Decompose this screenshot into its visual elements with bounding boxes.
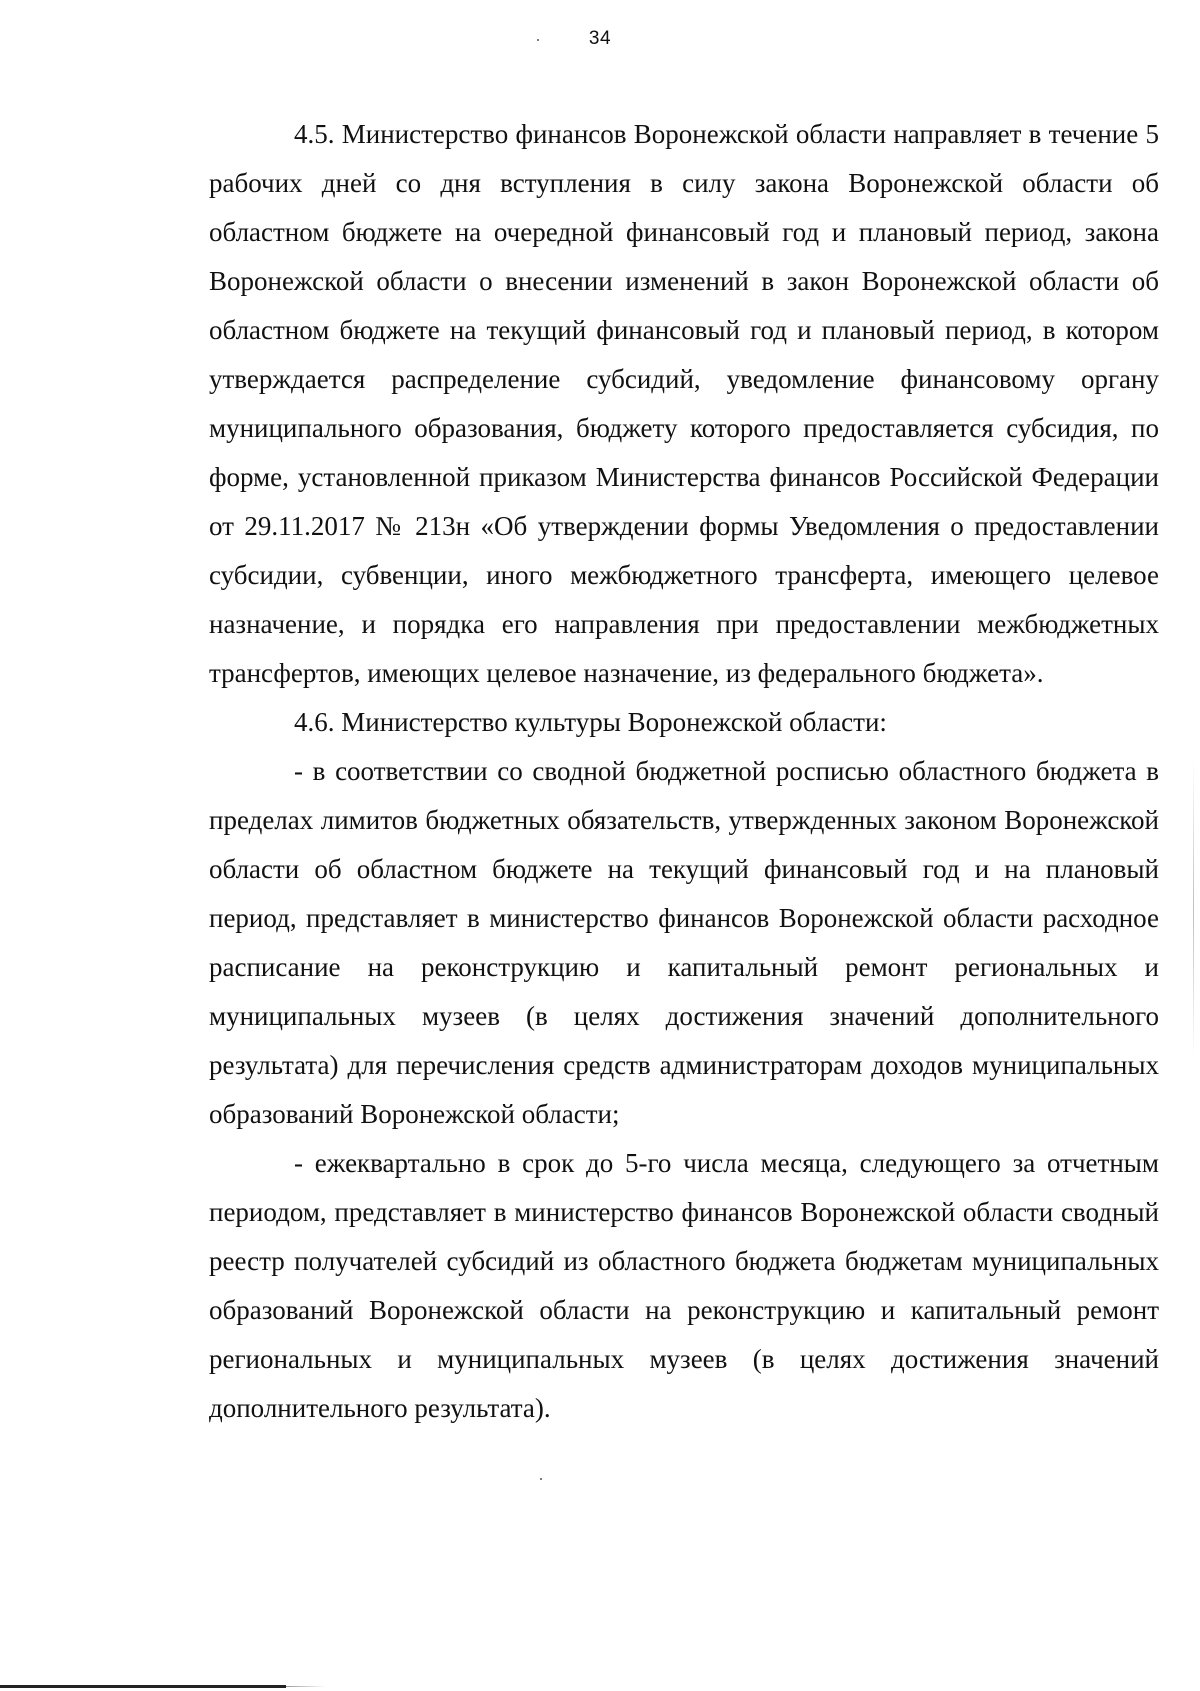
scan-edge-shadow bbox=[1193, 760, 1194, 1060]
list-item-expense-schedule: - в соответствии со сводной бюджетной росписью областного бюджета в пределах лимитов бюджетных обязательств, утвержденных законом Воронежской области об областном бюджете на текущий финансовый год и на плановый период, представляет в министерство финансов Воронежской области расходное расписание на реконструкцию и капитальный ремонт региональных и муниципальных музеев (в целях достижения значений дополнительного результата) для перечисления средств администраторам доходов муниципальных образований Воронежской области; bbox=[209, 756, 1159, 1129]
footer-rule bbox=[0, 1685, 286, 1688]
paragraph-4-5: 4.5. Министерство финансов Воронежской области направляет в течение 5 рабочих дней со дня вступления в силу закона Воронежской области об областном бюджете на очередной финансовый год и плановый период, закона Воронежской области о внесении изменений в закон Воронежской области об областном бюджете на текущий финансовый год и плановый период, в котором утверждается распределение субсидий, уведомление финансовому органу муниципального образования, бюджету которого предоставляется субсидия, по форме, установленной приказом Министерства финансов Российской Федерации от 29.11.2017 № 213н «Об утверждении формы Уведомления о предоставлении субсидии, субвенции, иного межбюджетного трансферта, имеющего целевое назначение, и порядка его направления при предоставлении межбюджетных трансфертов, имеющих целевое назначение, из федерального бюджета». bbox=[209, 119, 1159, 688]
page-number: 34 bbox=[588, 28, 612, 49]
scan-speck bbox=[540, 1478, 542, 1480]
list-item-quarterly-registry: - ежеквартально в срок до 5-го числа месяца, следующего за отчетным периодом, представляет в министерство финансов Воронежской области сводный реестр получателей субсидий из областного бюджета бюджетам муниципальных образований Воронежской области на реконструкцию и капитальный ремонт региональных и муниципальных музеев (в целях достижения значений дополнительного результата). bbox=[209, 1148, 1159, 1423]
document-body bbox=[209, 110, 1159, 1433]
paragraph-4-6-heading: 4.6. Министерство культуры Воронежской области: bbox=[294, 707, 887, 737]
footer-rule-fade bbox=[286, 1686, 326, 1687]
